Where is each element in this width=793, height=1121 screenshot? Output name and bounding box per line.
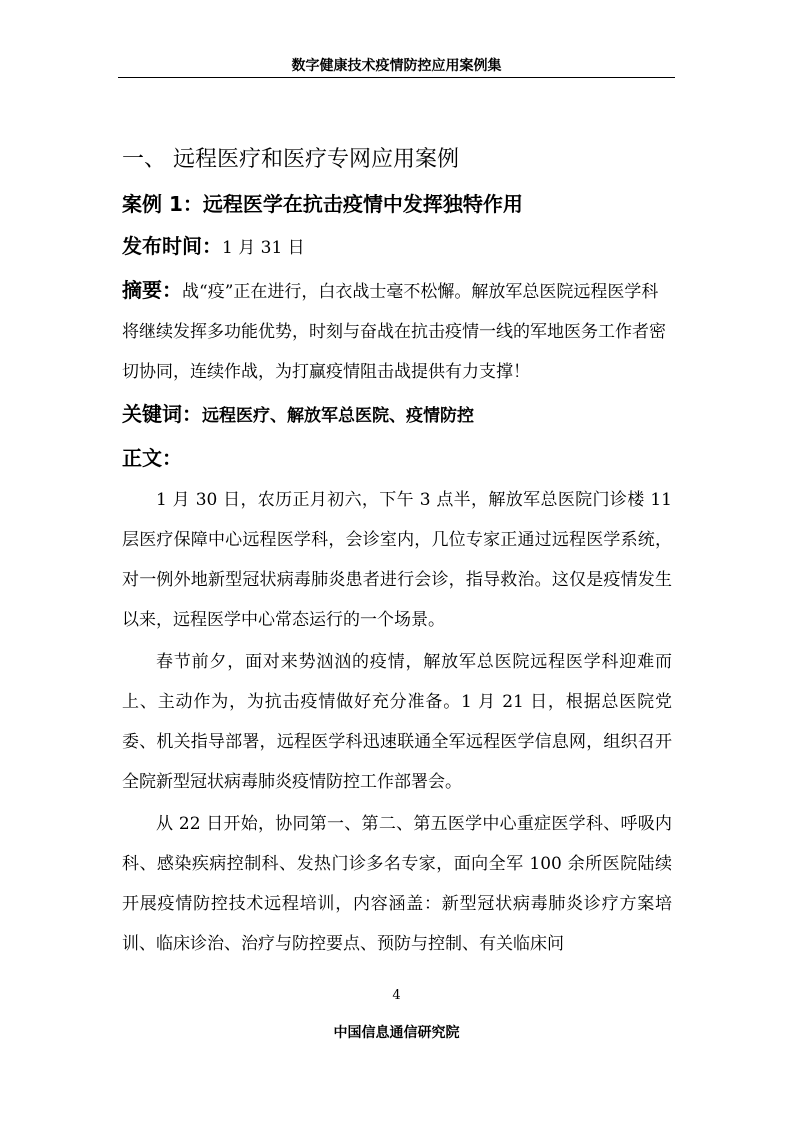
page-number: 4 [392, 988, 401, 1003]
body-paragraph-2: 春节前夕，面对来势汹汹的疫情，解放军总医院远程医学科迎难而上、主动作为，为抗击疫情做好充分准备。1 月 21 日，根据总医院党委、机关指导部署，远程医学科迅速联通全军远程医学信息网，组织召开全院新型冠状病毒肺炎疫情防控工作部署会。 [122, 652, 672, 792]
section-heading: 一、 远程医疗和医疗专网应用案例 [122, 147, 459, 172]
abstract-text: 战“疫”正在进行，白衣战士毫不松懈。解放军总医院远程医学科将继续发挥多功能优势，时刻与奋战在抗击疫情一线的军地医务工作者密切协同，连续作战，为打赢疫情阻击战提供有力支撑！ [122, 282, 666, 382]
body-label: 正文： [122, 446, 182, 470]
page-content [122, 140, 672, 966]
publish-label: 发布时间： [122, 234, 222, 258]
body-paragraph-3: 从 22 日开始，协同第一、第二、第五医学中心重症医学科、呼吸内科、感染疾病控制科、发热门诊多名专家，面向全军 100 余所医院陆续开展疫情防控技术远程培训，内容涵盖：新型冠状病毒肺炎诊疗方案培训、临床诊治、治疗与防控要点、预防与控制、有关临床问 [122, 814, 672, 954]
header-divider [118, 77, 675, 78]
case-title: 案例 1：远程医学在抗击疫情中发挥独特作用 [122, 192, 523, 216]
abstract-label: 摘要： [122, 278, 182, 302]
keywords-text: 远程医疗、解放军总医院、疫情防控 [202, 406, 474, 426]
publish-date: 1 月 31 日 [222, 238, 305, 258]
running-header-title: 数字健康技术疫情防控应用案例集 [291, 58, 502, 74]
abstract [122, 270, 672, 392]
footer-organization: 中国信息通信研究院 [333, 1025, 460, 1041]
body-paragraph-1: 1 月 30 日，农历正月初六，下午 3 点半，解放军总医院门诊楼 11 层医疗保障中心远程医学科，会诊室内，几位专家正通过远程医学系统，对一例外地新型冠状病毒肺炎患者进行会诊，指导救治。这仅是疫情发生以来，远程医学中心常态运行的一个场景。 [122, 490, 672, 630]
keywords-line [122, 394, 672, 436]
publish-line [122, 226, 672, 268]
keywords-label: 关键词： [122, 402, 202, 426]
